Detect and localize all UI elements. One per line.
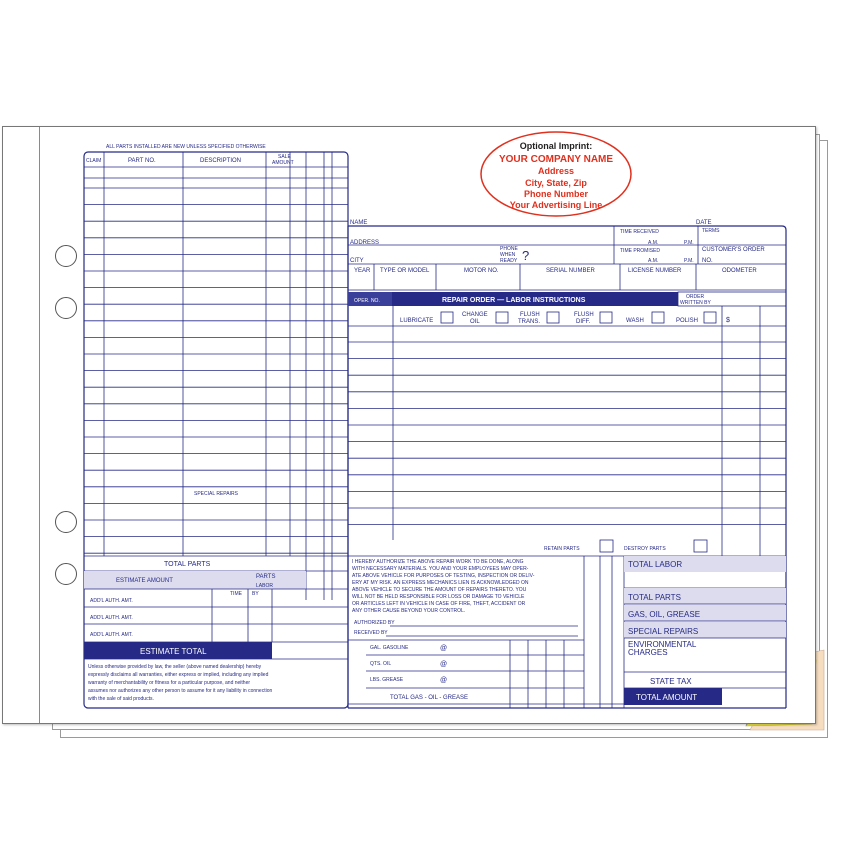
- dollar-sign: $: [726, 317, 730, 324]
- parts-note: ALL PARTS INSTALLED ARE NEW UNLESS SPECIFIED OTHERWISE: [106, 144, 266, 150]
- col-part-no: PART NO.: [128, 158, 156, 164]
- disclaimer-line: Unless otherwise provided by law, the seller (above named dealership) hereby: [88, 664, 262, 670]
- authorization-text: OR ARTICLES LEFT IN VEHICLE IN CASE OF FIRE, THEFT, ACCIDENT OR: [352, 601, 526, 607]
- time-label: TIME: [230, 591, 242, 597]
- change-oil-label: CHANGE: [462, 312, 488, 318]
- at-symbol: @: [440, 661, 448, 668]
- labor-title: REPAIR ORDER — LABOR INSTRUCTIONS: [442, 297, 586, 304]
- order-written-label: WRITTEN BY: [680, 300, 711, 306]
- pm-label: P.M.: [684, 258, 694, 264]
- phone-question-mark: ?: [522, 248, 530, 263]
- date-label: DATE: [696, 220, 712, 226]
- imprint-advertising: Your Advertising Line: [509, 200, 603, 210]
- lubricate-checkbox[interactable]: [441, 312, 453, 323]
- imprint-city: City, State, Zip: [525, 178, 587, 188]
- addl-auth-3: ADD'L AUTH. AMT.: [90, 632, 133, 638]
- address-label: ADDRESS: [350, 240, 380, 246]
- imprint-company: YOUR COMPANY NAME: [498, 154, 614, 165]
- flush-trans-label: FLUSH: [520, 312, 540, 318]
- disclaimer-line: with the sale of said products.: [88, 696, 154, 702]
- labor-rows: [348, 342, 786, 525]
- qts-oil-label: QTS. OIL: [370, 661, 392, 667]
- estimate-total-label: ESTIMATE TOTAL: [140, 647, 207, 656]
- wash-checkbox[interactable]: [652, 312, 664, 323]
- flush-diff-label: DIFF.: [576, 319, 591, 325]
- addl-auth-2: ADD'L AUTH. AMT.: [90, 615, 133, 621]
- addl-auth-1: ADD'L AUTH. AMT.: [90, 598, 133, 604]
- customers-order-label: CUSTOMER'S ORDER: [702, 247, 765, 253]
- disclaimer-line: expressly disclaims all warranties, either express or implied, including any implied: [88, 672, 269, 678]
- imprint-address: Address: [537, 166, 575, 176]
- total-labor-label: TOTAL LABOR: [628, 560, 683, 569]
- am-label: A.M.: [648, 258, 659, 264]
- type-model-label: TYPE OR MODEL: [380, 268, 430, 274]
- estimate-amount-label: ESTIMATE AMOUNT: [116, 578, 173, 584]
- flush-diff-checkbox[interactable]: [600, 312, 612, 323]
- motor-no-label: MOTOR NO.: [464, 268, 499, 274]
- col-sale-1: SALE: [278, 154, 291, 160]
- authorization-text: ERY AT MY RISK. AN EXPRESS MECHANICS LIEN IS ACKNOWLEDGED ON: [352, 580, 529, 586]
- col-sale-2: AMOUNT: [272, 160, 294, 166]
- order-written-label: ORDER: [686, 294, 705, 300]
- authorization-text: ATE ABOVE VEHICLE FOR PURPOSES OF TESTING, INSPECTION OR DELIV-: [352, 573, 535, 579]
- oper-no-label: OPER. NO.: [354, 298, 380, 304]
- name-label: NAME: [350, 220, 368, 226]
- gas-oil-grease-label: GAS, OIL, GREASE: [628, 610, 701, 619]
- polish-checkbox[interactable]: [704, 312, 716, 323]
- customer-block-border: [348, 226, 786, 290]
- am-label: A.M.: [648, 240, 659, 246]
- flush-trans-label: TRANS.: [518, 319, 541, 325]
- odometer-label: ODOMETER: [722, 268, 757, 274]
- polish-label: POLISH: [676, 318, 699, 324]
- destroy-parts-checkbox[interactable]: [694, 540, 707, 552]
- totals-special-repairs-label: SPECIAL REPAIRS: [628, 627, 699, 636]
- phone-label: WHEN: [500, 252, 516, 258]
- time-received-label: TIME RECEIVED: [620, 229, 659, 235]
- total-amount-label: TOTAL AMOUNT: [636, 693, 698, 702]
- at-symbol: @: [440, 645, 448, 652]
- flush-trans-checkbox[interactable]: [547, 312, 559, 323]
- parts-rows: [84, 188, 348, 553]
- authorization-text: I HEREBY AUTHORIZE THE ABOVE REPAIR WORK TO BE DONE, ALONG: [352, 559, 524, 565]
- by-label: BY: [252, 591, 259, 597]
- phone-label: READY: [500, 258, 518, 264]
- disclaimer-line: assumes nor authorizes any other person to assume for it any liability in connection: [88, 688, 273, 694]
- col-claim: CLAIM: [86, 158, 102, 164]
- wash-label: WASH: [626, 318, 644, 324]
- order-no-label: NO.: [702, 258, 713, 264]
- phone-label: PHONE: [500, 246, 518, 252]
- city-label: CITY: [350, 258, 364, 264]
- total-gas-label: TOTAL GAS - OIL - GREASE: [390, 695, 469, 701]
- serial-number-label: SERIAL NUMBER: [546, 268, 595, 274]
- authorization-text: WITH NECESSARY MATERIALS. YOU AND YOUR EMPLOYEES MAY OPER-: [352, 566, 529, 572]
- change-oil-label: OIL: [470, 319, 480, 325]
- time-promised-label: TIME PROMISED: [620, 248, 661, 254]
- lbs-grease-label: LBS. GREASE: [370, 677, 404, 683]
- license-number-label: LICENSE NUMBER: [628, 268, 682, 274]
- authorization-text: WILL NOT BE HELD RESPONSIBLE FOR LOSS OR DAMAGE TO VEHICLE: [352, 594, 525, 600]
- at-symbol: @: [440, 677, 448, 684]
- imprint-phone: Phone Number: [523, 189, 589, 199]
- totals-parts-label: TOTAL PARTS: [628, 593, 681, 602]
- disclaimer-line: warranty of merchantability or fitness for a particular purpose, and neither: [88, 680, 251, 686]
- pm-label: P.M.: [684, 240, 694, 246]
- labor-label: LABOR: [256, 583, 273, 589]
- parts-label: PARTS: [256, 574, 276, 580]
- year-label: YEAR: [354, 268, 371, 274]
- authorized-by-label: AUTHORIZED BY: [354, 620, 395, 626]
- environmental-label: ENVIRONMENTAL: [628, 640, 697, 649]
- received-by-label: RECEIVED BY: [354, 630, 388, 636]
- state-tax-label: STATE TAX: [650, 677, 692, 686]
- col-description: DESCRIPTION: [200, 158, 242, 164]
- total-parts-label: TOTAL PARTS: [164, 561, 211, 568]
- flush-diff-label: FLUSH: [574, 312, 594, 318]
- special-repairs-label: SPECIAL REPAIRS: [194, 491, 238, 497]
- retain-parts-checkbox[interactable]: [600, 540, 613, 552]
- imprint-heading: Optional Imprint:: [519, 141, 593, 151]
- retain-parts-label: RETAIN PARTS: [544, 546, 580, 552]
- gal-gasoline-label: GAL. GASOLINE: [370, 645, 409, 651]
- destroy-parts-label: DESTROY PARTS: [624, 546, 666, 552]
- change-oil-checkbox[interactable]: [496, 312, 508, 323]
- authorization-text: ANY OTHER CAUSE BEYOND YOUR CONTROL.: [352, 608, 466, 614]
- environmental-label: CHARGES: [628, 648, 668, 657]
- parts-panel: [84, 152, 348, 708]
- authorization-text: ABOVE VEHICLE TO SECURE THE AMOUNT OF REPAIRS THERETO. YOU: [352, 587, 527, 593]
- lubricate-label: LUBRICATE: [400, 318, 434, 324]
- terms-label: TERMS: [702, 228, 720, 234]
- imprint-oval: [481, 132, 631, 216]
